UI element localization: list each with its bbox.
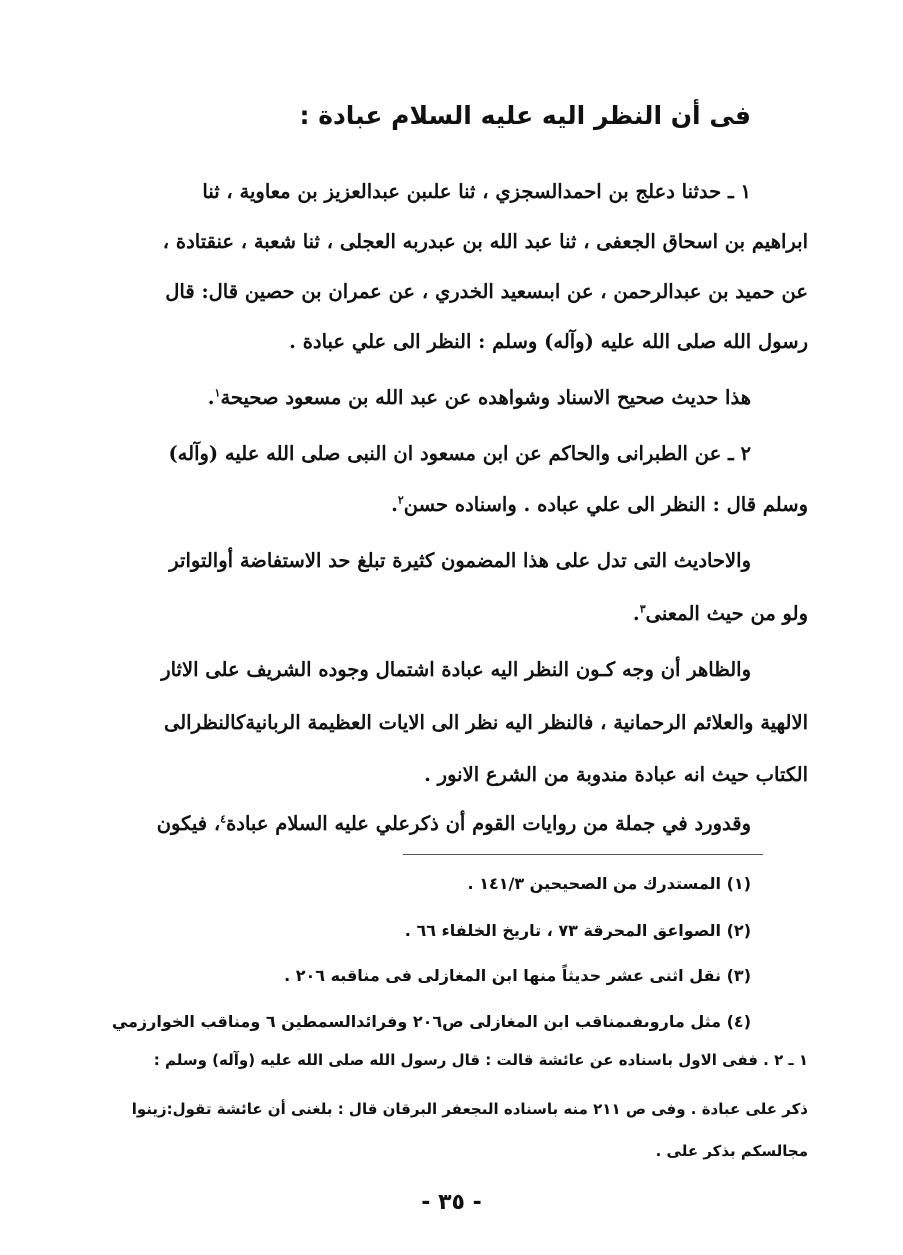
- paragraph-1-line-4: رسول الله صلى الله عليه (وآله) وسلم : النظر الى علي عبادة .: [289, 330, 808, 353]
- page-number: - ٣٥ -: [421, 1190, 482, 1215]
- footnote-4-continued-1: ١ ـ ٢ . ففى الاول باسناده عن عائشة قالت : قال رسول الله صلى الله عليه (وآله) وسلم :: [153, 1051, 808, 1069]
- footnote-ref-3: ٣: [639, 602, 646, 616]
- paragraph-6-line-1: [92, 804, 751, 844]
- paragraph-3-line-1: ٢ ـ عن الطبرانى والحاكم عن ابن مسعود ان النبى صلى الله عليه (وآله): [168, 442, 751, 465]
- paragraph-4-line-2: [92, 594, 808, 634]
- footnote-4-continued-3: مجالسكم بذكر على .: [655, 1142, 808, 1160]
- paragraph-6-end: ، فيكون: [156, 812, 221, 835]
- footnote-4-continued-2: ذكر على عبادة . وفى ص ٢١١ منه باسناده الىجعفر البرقان قال : بلغنى أن عائشة تقول:زينوا: [131, 1100, 808, 1118]
- paragraph-3-text: وسلم قال : النظر الى علي عباده . واسناده حسن: [403, 493, 808, 516]
- paragraph-5-line-1: والظاهر أن وجه كـون النظر اليه عبادة اشتمال وجوده الشريف على الاثار: [161, 658, 751, 681]
- footnote-ref-2: ٢: [397, 493, 404, 507]
- paragraph-2-text: هذا حديث صحيح الاسناد وشواهده عن عبد الله بن مسعود صحيحة: [220, 386, 751, 409]
- footnote-ref-4: ٤: [220, 812, 227, 826]
- footnote-2: (٢) الصواعق المحرقة ٧٣ ، تاريخ الخلفاء ٦٦ .: [404, 921, 751, 940]
- footnote-1: (١) المستدرك من الصحيحين ١٤١/٣ .: [467, 874, 751, 893]
- paragraph-6-text: وقدورد في جملة من روايات القوم أن ذكرعلي عليه السلام عبادة: [226, 812, 751, 835]
- paragraph-4-end: .: [632, 602, 640, 625]
- paragraph-5-line-2: الالهية والعلائم الرحمانية ، فالنظر اليه نظر الى الايات العظيمة الربانيةكالنظرالى: [163, 711, 808, 734]
- paragraph-3-line-2: [92, 485, 808, 525]
- paragraph-2-line-1: [92, 378, 751, 418]
- paragraph-1-line-1: ١ ـ حدثنا دعلج بن احمدالسجزي ، ثنا علىبن عبدالعزيز بن معاوية ، ثنا: [202, 180, 751, 203]
- paragraph-2-end: .: [207, 386, 215, 409]
- paragraph-1-line-3: عن حميد بن عبدالرحمن ، عن ابىسعيد الخدري ، عن عمران بن حصين قال: قال: [165, 280, 808, 303]
- footnote-3: (٣) نقل اثنى عشر حديثاً منها ابن المغازلى فى مناقبه ٢٠٦ .: [284, 966, 751, 985]
- paragraph-4-line-1: والاحاديث التى تدل على هذا المضمون كثيرة تبلغ حد الاستفاضة أوالتواتر: [169, 549, 751, 572]
- section-heading: فى أن النظر اليه عليه السلام عبادة :: [299, 101, 751, 130]
- paragraph-1-line-2: ابراهيم بن اسحاق الجعفى ، ثنا عبد الله بن عبدربه العجلى ، ثنا شعبة ، عنقتادة ،: [162, 230, 808, 253]
- footnote-ref-1: ١: [214, 386, 221, 400]
- paragraph-3-end: .: [391, 493, 398, 516]
- paragraph-4-text: ولو من حيث المعنى: [645, 602, 808, 625]
- paragraph-5-line-3: الكتاب حيث انه عبادة مندوبة من الشرع الانور .: [424, 763, 808, 786]
- footnote-divider: [403, 854, 763, 855]
- footnote-4: (٤) مثل ماروىفىمناقب ابن المغازلى ص٢٠٦ وفرائدالسمطين ٦ ومناقب الخوارزمي: [111, 1012, 751, 1031]
